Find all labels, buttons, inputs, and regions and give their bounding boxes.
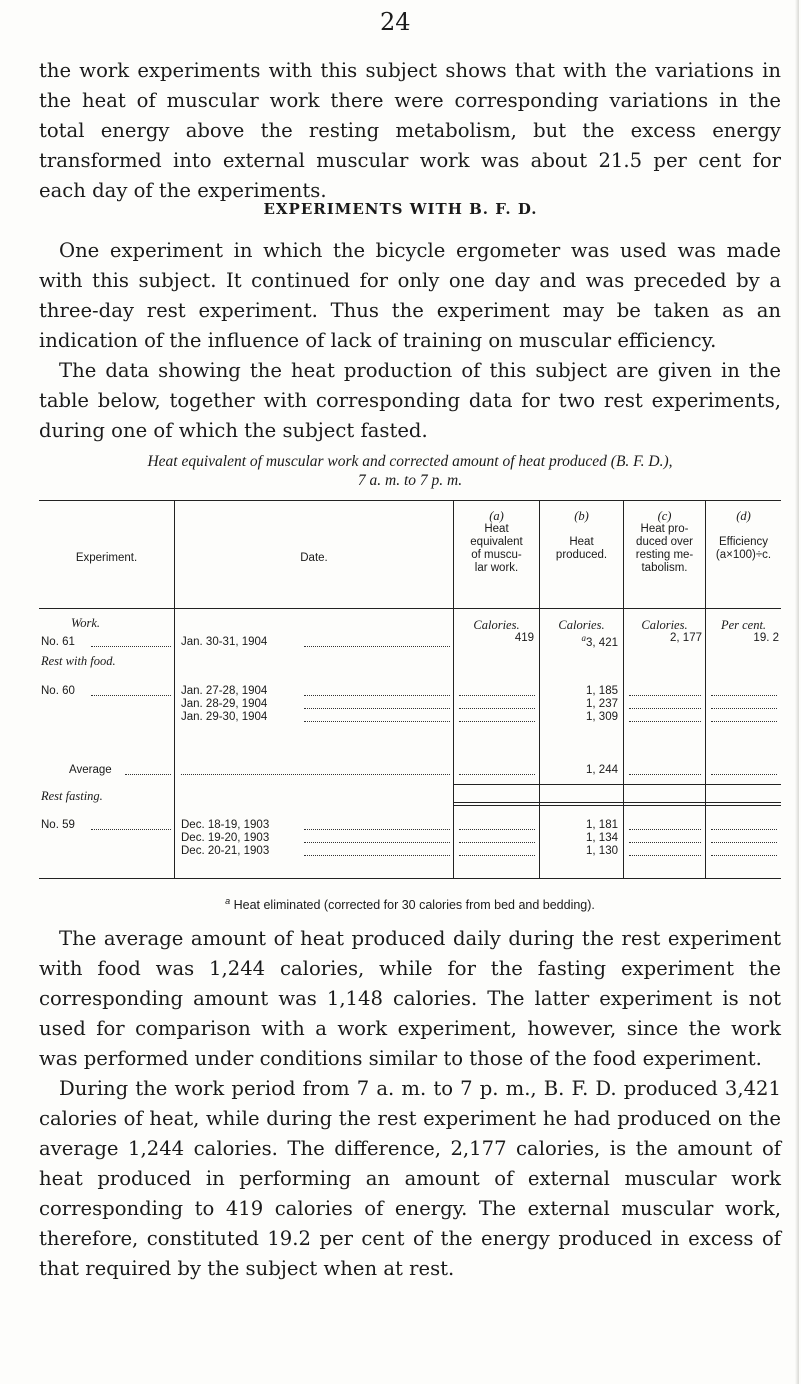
header-col-b	[540, 510, 623, 562]
unit-c: Calories.	[641, 618, 688, 632]
paragraph-block-1	[39, 236, 781, 446]
paragraph-2: The data showing the heat production of this subject are given in the table below, together with corresponding data for two rest experiments, during one of which the subject fasted.	[39, 359, 781, 442]
leader-dots	[629, 855, 701, 856]
header-d-line1: Efficiency	[718, 536, 768, 548]
group-label-rest-food: Rest with food.	[41, 654, 116, 668]
table-caption	[39, 452, 781, 490]
rest-fasting-heat-1: 1, 181	[586, 819, 618, 831]
leader-dots	[629, 695, 701, 696]
header-d-letter: (d)	[736, 509, 751, 523]
leader-dots	[629, 708, 701, 709]
rest-fasting-heat-3: 1, 130	[586, 845, 618, 857]
leader-dots	[711, 708, 777, 709]
header-rule	[39, 608, 781, 609]
paragraph-3: The average amount of heat produced daily during the rest experiment with food was 1,244 calories, while for the fasting experiment the corresponding amount was 1,148 calories. The latter experiment is not used for comparison with a work experiment, however, since the work was performed under conditions similar to those of the food experiment.	[39, 927, 781, 1070]
header-a-line1: Heat	[484, 523, 509, 535]
leader-dots	[459, 708, 535, 709]
header-a-line4: lar work.	[474, 562, 519, 574]
average-label: Average	[69, 764, 112, 776]
table-footnote	[39, 896, 781, 912]
leader-dots	[91, 829, 171, 830]
unit-a: Calories.	[473, 618, 520, 632]
rest-food-heat-2: 1, 237	[586, 698, 618, 710]
unit-b: Calories.	[558, 618, 605, 632]
footnote-marker: a	[225, 896, 231, 906]
leader-dots	[459, 721, 535, 722]
section-heading: EXPERIMENTS WITH B. F. D.	[263, 200, 538, 218]
leader-dots	[629, 721, 701, 722]
paragraph-1: One experiment in which the bicycle ergometer was used was made with this subject. It continued for only one day and was preceded by a three-day rest experiment. Thus the experiment may be taken as an indication of the influence of lack of training on muscular efficiency.	[39, 239, 781, 352]
rest-fasting-date-2: Dec. 19-20, 1903	[181, 832, 270, 844]
table-bottom-rule	[39, 878, 781, 879]
rest-fasting-date-1: Dec. 18-19, 1903	[181, 819, 270, 831]
leader-dots	[711, 721, 777, 722]
rest-food-heat-3: 1, 309	[586, 711, 618, 723]
table-top-rule	[39, 500, 781, 501]
group-label-work: Work.	[71, 616, 101, 630]
leader-dots	[459, 855, 535, 856]
header-date: Date.	[300, 552, 328, 564]
work-heat-equivalent: 419	[514, 632, 534, 644]
leader-dots	[181, 774, 450, 775]
header-b-line2: produced.	[555, 549, 608, 561]
header-col-a	[454, 510, 539, 575]
leader-dots	[459, 829, 535, 830]
work-experiment: No. 61	[41, 636, 75, 648]
header-col-d	[706, 510, 781, 562]
work-heat-over-resting: 2, 177	[670, 632, 702, 644]
work-heat-produced-value: 3, 421	[586, 636, 618, 649]
header-d-line2: (a×100)÷c.	[715, 549, 772, 561]
leader-dots	[304, 708, 450, 709]
header-c-line3: resting me-	[635, 549, 694, 561]
header-c-letter: (c)	[657, 509, 672, 523]
leader-dots	[711, 829, 777, 830]
average-heat-produced: 1, 244	[586, 764, 618, 776]
leader-dots	[629, 842, 701, 843]
rest-food-date-3: Jan. 29-30, 1904	[181, 711, 268, 723]
leader-dots	[304, 842, 450, 843]
leader-dots	[304, 829, 450, 830]
table-caption-line-2: 7 a. m. to 7 p. m.	[357, 472, 463, 489]
work-efficiency: 19. 2	[753, 632, 779, 644]
leader-dots	[304, 721, 450, 722]
header-c-line1: Heat pro-	[640, 523, 689, 535]
header-a-line3: of muscu-	[471, 549, 522, 561]
leader-dots	[711, 855, 777, 856]
rest-food-date-2: Jan. 28-29, 1904	[181, 698, 268, 710]
average-bottom-rule-2	[453, 805, 781, 806]
leader-dots	[711, 842, 777, 843]
intro-text: the work experiments with this subject shows that with the variations in the heat of muscular work there were corresponding variations in the total energy above the resting metabolism, but the excess energy transformed into external muscular work was about 21.5 per cent for each day of the experiments.	[39, 59, 781, 202]
paragraph-4: During the work period from 7 a. m. to 7 p. m., B. F. D. produced 3,421 calories of heat, while during the rest experiment he had produced on the average 1,244 calories. The difference, 2,177 calories, is the amount of heat produced in performing an amount of external muscular work corresponding to 419 calories of energy. The external muscular work, therefore, constituted 19.2 per cent of the energy produced in excess of that required by the subject when at rest.	[39, 1077, 781, 1280]
header-col-c	[624, 510, 705, 575]
rest-fasting-date-3: Dec. 20-21, 1903	[181, 845, 270, 857]
leader-dots	[459, 842, 535, 843]
header-a-line2: equivalent	[470, 536, 523, 548]
footnote-text: Heat eliminated (corrected for 30 calories from bed and bedding).	[233, 898, 595, 913]
leader-dots	[459, 774, 535, 775]
header-c-line2: duced over	[636, 536, 693, 548]
leader-dots	[459, 695, 535, 696]
leader-dots	[629, 774, 701, 775]
leader-dots	[711, 695, 777, 696]
leader-dots	[304, 646, 450, 647]
intro-paragraph	[39, 56, 781, 206]
rest-fasting-experiment: No. 59	[41, 819, 75, 831]
rest-food-heat-1: 1, 185	[586, 685, 618, 697]
heat-production-table	[39, 500, 781, 880]
unit-d: Per cent.	[720, 618, 767, 632]
rest-food-experiment: No. 60	[41, 685, 75, 697]
leader-dots	[629, 829, 701, 830]
average-top-rule	[453, 784, 781, 785]
header-b-letter: (b)	[574, 509, 589, 523]
leader-dots	[91, 695, 171, 696]
leader-dots	[125, 774, 171, 775]
paragraph-block-2	[39, 924, 781, 1284]
footnote-ref-marker: a	[581, 633, 587, 643]
leader-dots	[304, 855, 450, 856]
rest-food-date-1: Jan. 27-28, 1904	[181, 685, 268, 697]
leader-dots	[91, 646, 171, 647]
leader-dots	[711, 774, 777, 775]
header-d-spacer	[706, 523, 781, 536]
work-date: Jan. 30-31, 1904	[181, 636, 268, 648]
table-caption-line-1: Heat equivalent of muscular work and corrected amount of heat produced (B. F. D.),	[147, 453, 673, 470]
average-bottom-rule-1	[453, 802, 781, 803]
rest-fasting-heat-2: 1, 134	[586, 832, 618, 844]
header-b-spacer	[540, 523, 623, 536]
page-number: 24	[380, 8, 411, 36]
header-a-letter: (a)	[489, 509, 504, 523]
work-heat-produced	[540, 632, 618, 650]
header-experiment: Experiment.	[75, 552, 138, 564]
group-label-rest-fasting: Rest fasting.	[41, 789, 103, 803]
header-b-line1: Heat	[569, 536, 594, 548]
header-c-line4: tabolism.	[641, 562, 688, 574]
leader-dots	[304, 695, 450, 696]
